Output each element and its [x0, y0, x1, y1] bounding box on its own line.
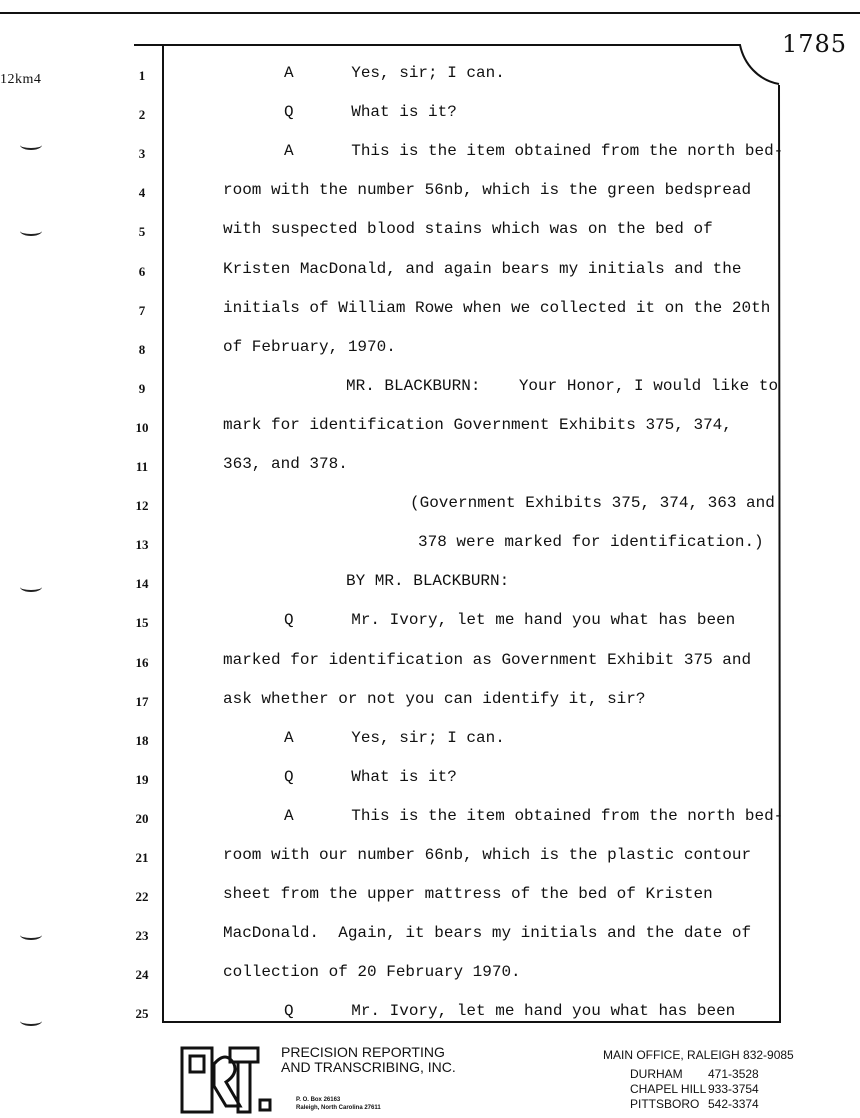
- company-name: [281, 1045, 456, 1075]
- line-number: 10: [135, 419, 149, 435]
- office-name: CHAPEL HILL: [630, 1082, 707, 1096]
- transcript-line: Q Mr. Ivory, let me hand you what has been: [284, 1002, 736, 1021]
- transcript-line: A This is the item obtained from the north bed-: [284, 806, 784, 825]
- line-number: 21: [135, 850, 149, 865]
- office-phone: 933-3754: [708, 1082, 759, 1096]
- line-number: 6: [138, 263, 146, 279]
- transcript-line: room with our number 66nb, which is the plastic contour: [223, 846, 752, 864]
- line-number: 19: [135, 771, 149, 787]
- office-row: [630, 1082, 759, 1097]
- line-number: 20: [135, 810, 149, 826]
- transcript-line: ask whether or not you can identify it, sir?: [223, 689, 646, 708]
- transcript-line: Q What is it?: [284, 103, 457, 122]
- transcript-line: collection of 20 February 1970.: [223, 963, 521, 982]
- transcript-line: Q What is it?: [284, 767, 457, 786]
- page-number: 1785: [782, 30, 848, 58]
- office-phone: 471-3528: [708, 1067, 759, 1081]
- line-number: 8: [138, 341, 146, 357]
- line-number: 4: [138, 185, 146, 201]
- line-number: 2: [138, 107, 146, 123]
- transcript-line: with suspected blood stains which was on the bed of: [223, 220, 713, 239]
- line-number: 3: [138, 146, 146, 162]
- binder-hole: [20, 226, 42, 236]
- transcript-line: A This is the item obtained from the north bed-: [284, 142, 784, 161]
- binder-hole: [20, 1016, 42, 1026]
- binder-hole: [20, 930, 42, 940]
- address-line-1: P. O. Box 26163: [296, 1097, 341, 1103]
- line-number: 23: [135, 928, 149, 944]
- transcript-line: A Yes, sir; I can.: [284, 64, 505, 82]
- line-number: 13: [135, 537, 149, 553]
- office-row: [630, 1097, 759, 1112]
- line-number: 24: [135, 967, 149, 983]
- line-number: 22: [135, 889, 149, 905]
- transcript-line: BY MR. BLACKBURN:: [346, 572, 510, 591]
- transcript-line: marked for identification as Government Exhibit 375 and: [223, 650, 752, 669]
- office-phone: 542-3374: [708, 1097, 759, 1111]
- line-number: 5: [138, 224, 146, 240]
- line-number: 9: [138, 380, 146, 396]
- transcript-line: room with the number 56nb, which is the green bedspread: [223, 181, 752, 200]
- transcript-line: (Government Exhibits 375, 374, 363 and: [410, 494, 775, 513]
- line-number: 18: [135, 732, 149, 748]
- office-list: [630, 1067, 759, 1112]
- binder-hole: [20, 140, 42, 150]
- transcript-line: MR. BLACKBURN: Your Honor, I would like to: [346, 376, 779, 395]
- company-line-2: AND TRANSCRIBING, INC.: [281, 1059, 456, 1075]
- transcript-line: A Yes, sir; I can.: [284, 728, 505, 747]
- company-line-1: PRECISION REPORTING: [281, 1044, 445, 1060]
- office-name: PITTSBORO: [630, 1097, 700, 1111]
- line-number: 11: [135, 459, 149, 474]
- transcript-line: MacDonald. Again, it bears my initials and the date of: [223, 924, 752, 943]
- transcript-line: Q Mr. Ivory, let me hand you what has been: [284, 611, 736, 630]
- office-name: DURHAM: [630, 1067, 683, 1081]
- pt-logo-icon: [180, 1046, 272, 1114]
- binder-hole: [20, 582, 42, 592]
- office-row: [630, 1067, 759, 1082]
- line-number: 25: [135, 1006, 149, 1022]
- line-number: 17: [135, 693, 149, 709]
- line-number: 1: [138, 68, 146, 83]
- line-number: 7: [138, 302, 146, 318]
- top-rule: [0, 12, 860, 14]
- transcript-line: 378 were marked for identification.): [418, 533, 764, 552]
- main-office: MAIN OFFICE, RALEIGH 832-9085: [603, 1048, 794, 1062]
- side-tag: 12km4: [0, 72, 42, 87]
- transcript-line: initials of William Rowe when we collected it on the 20th: [223, 298, 771, 317]
- line-number: 15: [135, 615, 149, 631]
- transcript-line: of February, 1970.: [223, 337, 396, 356]
- line-number: 14: [135, 576, 149, 592]
- company-address: [296, 1096, 381, 1112]
- transcript-line: sheet from the upper mattress of the bed of Kristen: [223, 885, 713, 904]
- line-number: 12: [135, 498, 149, 514]
- transcript-line: mark for identification Government Exhibits 375, 374,: [223, 415, 732, 434]
- transcript-line: Kristen MacDonald, and again bears my initials and the: [223, 259, 742, 278]
- line-number: 16: [135, 654, 149, 670]
- address-line-2: Raleigh, North Carolina 27611: [296, 1105, 381, 1111]
- transcript-line: 363, and 378.: [223, 455, 348, 473]
